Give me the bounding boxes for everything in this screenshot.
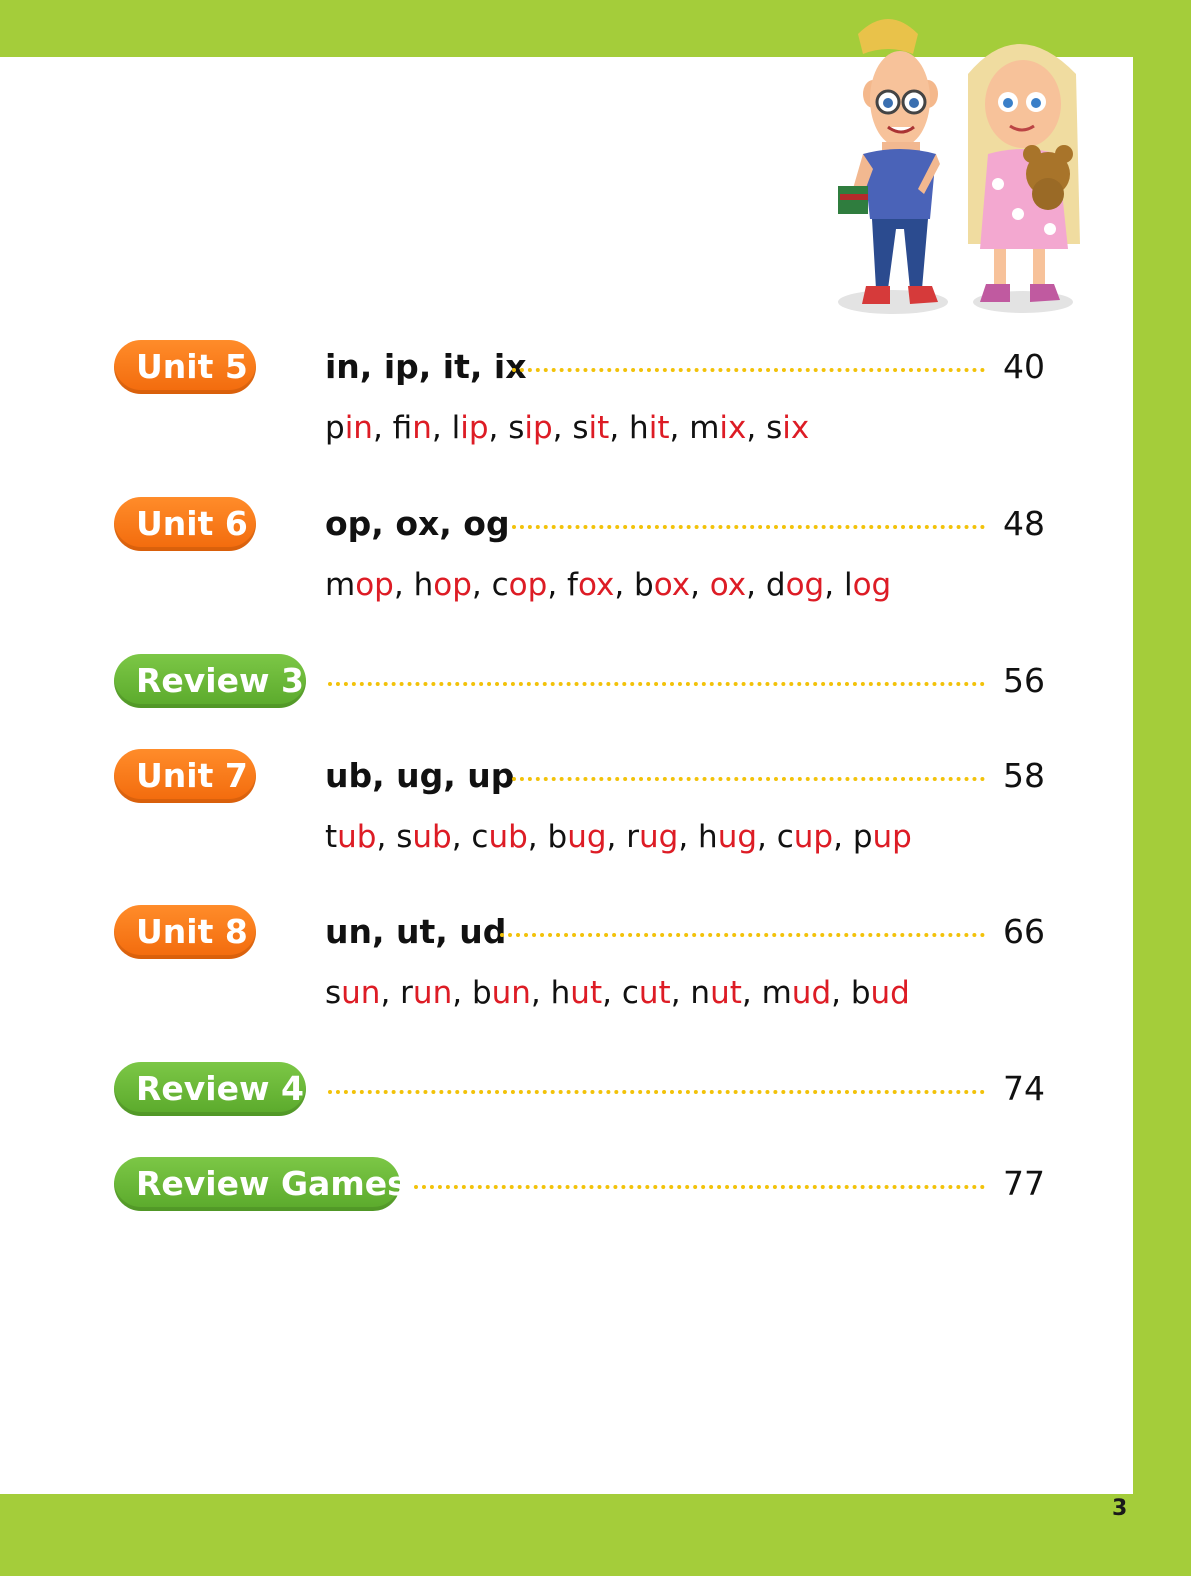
page-ref: 56 [1003, 661, 1045, 700]
toc-entry-unit-6[interactable] [0, 497, 1191, 557]
toc-entry-unit-8[interactable] [0, 905, 1191, 965]
page-number: 3 [1112, 1496, 1128, 1521]
word-item: rug [626, 819, 679, 855]
word-item: sip [508, 410, 553, 446]
leader-dots [414, 1185, 985, 1189]
leader-dots [500, 933, 985, 937]
word-item: cop [491, 567, 548, 603]
toc-entry-review-games[interactable] [0, 1157, 1191, 1217]
word-item: mop [325, 567, 394, 603]
page-ref: 66 [1003, 912, 1045, 951]
unit-badge: Unit 6 [114, 497, 256, 551]
word-item: cut [621, 975, 671, 1011]
page-ref: 48 [1003, 504, 1045, 543]
unit-badge: Unit 7 [114, 749, 256, 803]
word-item: box [634, 567, 691, 603]
entry-title: ub, ug, up [325, 756, 515, 795]
entry-title: un, ut, ud [325, 912, 507, 951]
leader-dots [512, 777, 985, 781]
page-ref: 77 [1003, 1164, 1045, 1203]
boy-figure [838, 19, 940, 304]
leader-dots [512, 525, 985, 529]
page-ref: 40 [1003, 347, 1045, 386]
toc-entry-unit-7[interactable] [0, 749, 1191, 809]
word-item: fin [392, 410, 432, 446]
word-item: mud [761, 975, 832, 1011]
word-list: tub, sub, cub, bug, rug, hug, cup, pup [325, 819, 912, 855]
word-item: bug [547, 819, 607, 855]
word-item: fox [567, 567, 615, 603]
word-list: mop, hop, cop, fox, box, ox, dog, log [325, 567, 892, 603]
word-list: pin, fin, lip, sip, sit, hit, mix, six [325, 410, 810, 446]
word-item: hop [413, 567, 472, 603]
page-ref: 58 [1003, 756, 1045, 795]
word-item: six [766, 410, 810, 446]
unit-badge: Unit 5 [114, 340, 256, 394]
girl-figure [968, 44, 1080, 302]
word-item: mix [689, 410, 747, 446]
word-item: pup [852, 819, 912, 855]
toc-entry-review-3[interactable] [0, 654, 1191, 714]
review-badge: Review Games [114, 1157, 400, 1211]
leader-dots [512, 368, 985, 372]
word-item: sub [396, 819, 452, 855]
word-item: log [843, 567, 892, 603]
entry-title: in, ip, it, ix [325, 347, 527, 386]
unit-badge: Unit 8 [114, 905, 256, 959]
kids-illustration [818, 14, 1098, 319]
word-item: hug [698, 819, 758, 855]
word-item: ox [709, 567, 747, 603]
leader-dots [328, 682, 985, 686]
word-item: bud [850, 975, 910, 1011]
word-item: hut [550, 975, 603, 1011]
review-badge: Review 4 [114, 1062, 306, 1116]
toc-entry-review-4[interactable] [0, 1062, 1191, 1122]
word-item: cub [471, 819, 528, 855]
page-ref: 74 [1003, 1069, 1045, 1108]
review-badge: Review 3 [114, 654, 306, 708]
word-item: hit [629, 410, 670, 446]
word-item: run [400, 975, 453, 1011]
entry-title: op, ox, og [325, 504, 510, 543]
word-item: cup [776, 819, 834, 855]
toc-entry-unit-5[interactable] [0, 340, 1191, 400]
word-item: pin [325, 410, 373, 446]
word-item: bun [471, 975, 531, 1011]
word-item: dog [765, 567, 825, 603]
word-item: lip [451, 410, 489, 446]
leader-dots [328, 1090, 985, 1094]
word-item: sun [325, 975, 381, 1011]
word-item: nut [690, 975, 742, 1011]
word-item: tub [325, 819, 377, 855]
word-item: sit [572, 410, 610, 446]
word-list: sun, run, bun, hut, cut, nut, mud, bud [325, 975, 910, 1011]
